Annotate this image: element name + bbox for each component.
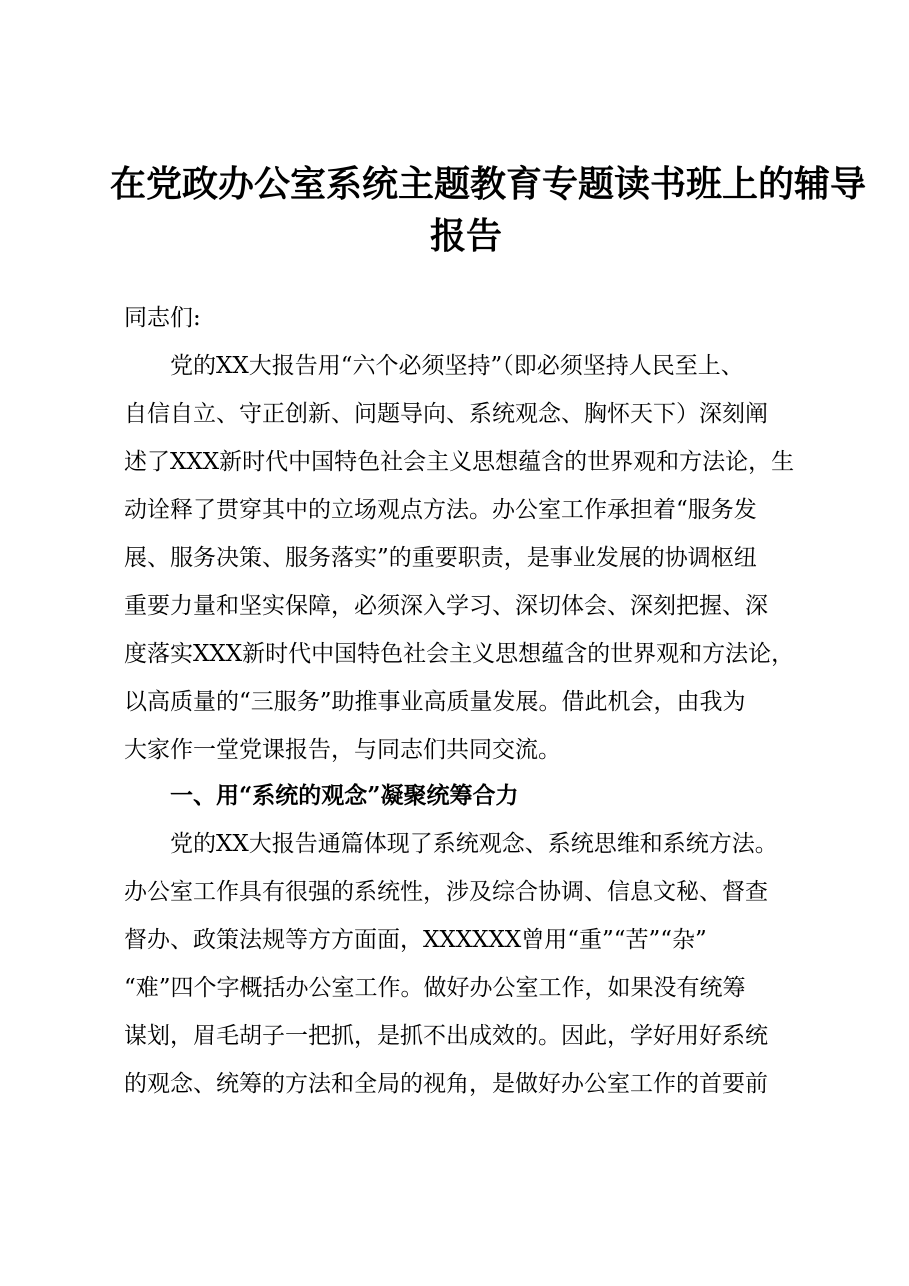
paragraph-line: 党的XX大报告用“六个必须坚持”（即必须坚持人民至上、 — [170, 353, 744, 379]
paragraph-line: 以高质量的“三服务”助推事业高质量发展。借此机会，由我为 — [124, 689, 746, 715]
section-heading: 一、用“系统的观念”凝聚统筹合力 — [170, 782, 519, 809]
paragraph-line: 办公室工作具有很强的系统性，涉及综合协调、信息文秘、督查 — [124, 879, 768, 905]
document-title-line-1: 在党政办公室系统主题教育专题读书班上的辅导 — [110, 163, 867, 205]
paragraph-line: 的观念、统筹的方法和全局的视角，是做好办公室工作的首要前 — [124, 1071, 768, 1097]
paragraph-line: 重要力量和坚实保障，必须深入学习、深切体会、深刻把握、深 — [124, 593, 768, 619]
paragraph-line: 大家作一堂党课报告，与同志们共同交流。 — [124, 737, 561, 763]
document-title-line-2: 报告 — [429, 215, 502, 257]
paragraph-line: 自信自立、守正创新、问题导向、系统观念、胸怀天下）深刻阐 — [124, 401, 768, 427]
paragraph-line: 展、服务决策、服务落实”的重要职责，是事业发展的协调枢纽 — [124, 545, 757, 571]
paragraph-line: 党的XX大报告通篇体现了系统观念、系统思维和系统方法。 — [170, 831, 778, 857]
paragraph-line: 谋划，眉毛胡子一把抓，是抓不出成效的。因此，学好用好系统 — [124, 1023, 768, 1049]
paragraph-line: “难”四个字概括办公室工作。做好办公室工作，如果没有统筹 — [124, 975, 746, 1001]
paragraph-line: 度落实XXX新时代中国特色社会主义思想蕴含的世界观和方法论， — [124, 641, 795, 667]
paragraph-line: 述了XXX新时代中国特色社会主义思想蕴含的世界观和方法论，生 — [124, 449, 795, 475]
salutation: 同志们: — [124, 305, 201, 331]
paragraph-line: 督办、政策法规等方方面面，XXXXXX曾用“重”“苦”“杂” — [124, 927, 707, 953]
paragraph-line: 动诠释了贯穿其中的立场观点方法。办公室工作承担着“服务发 — [124, 497, 757, 523]
